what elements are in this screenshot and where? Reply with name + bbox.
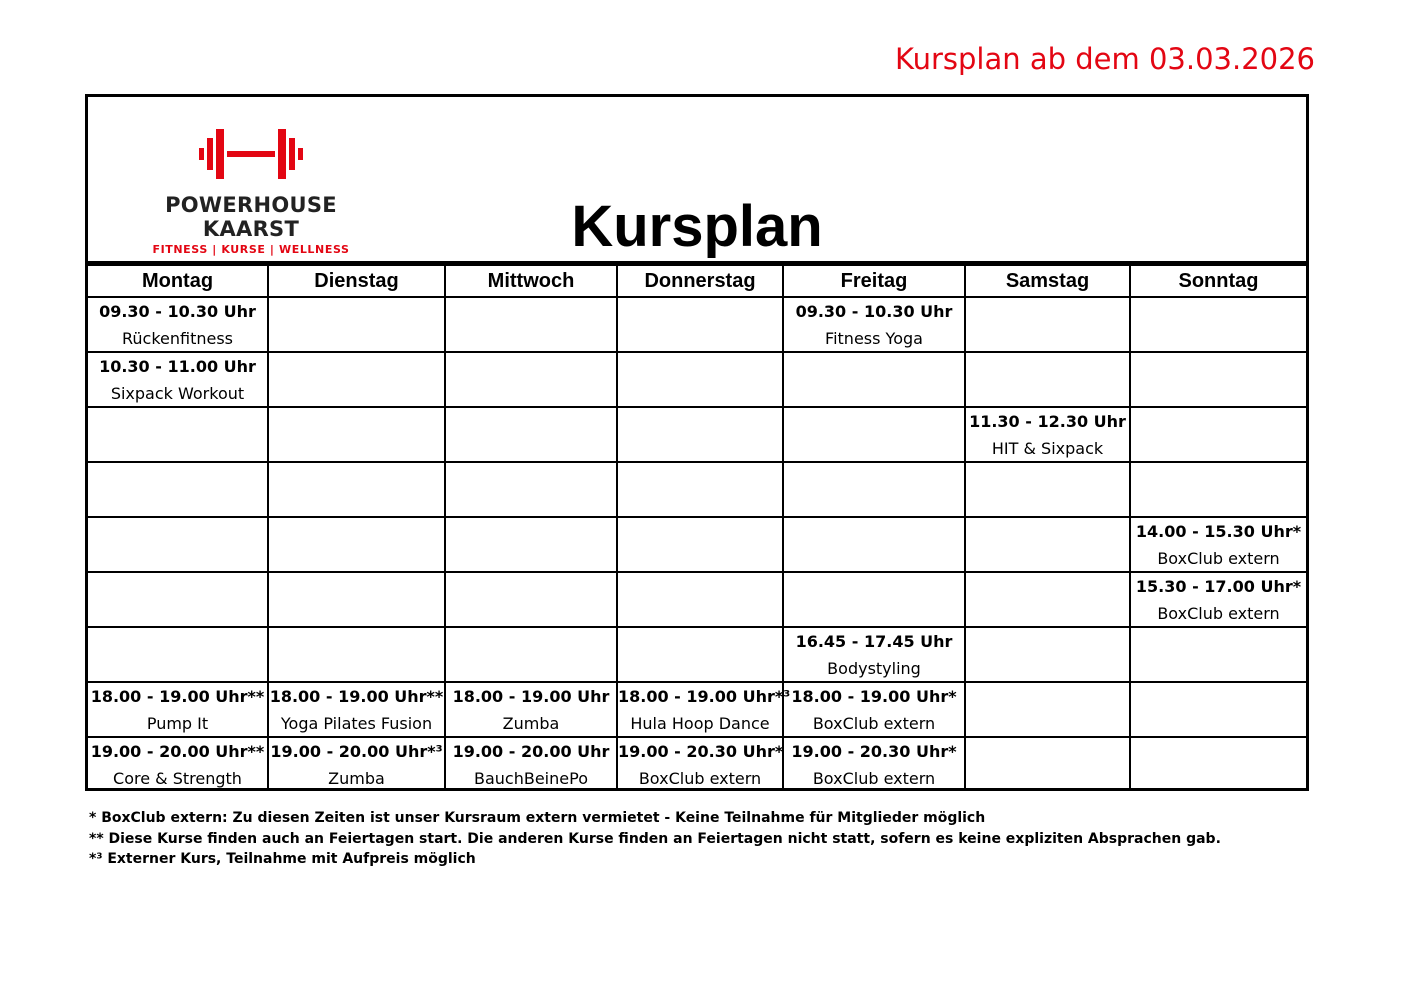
empty-cell [268, 407, 445, 462]
empty-cell [88, 462, 268, 517]
course-time: 14.00 - 15.30 Uhr* [1135, 522, 1302, 541]
course-time: 19.00 - 20.30 Uhr* [618, 742, 784, 761]
empty-cell [965, 462, 1130, 517]
course-cell [88, 682, 268, 737]
course-cell [88, 297, 268, 352]
course-name: Pump It [146, 714, 209, 733]
empty-cell [268, 572, 445, 627]
empty-cell [1130, 737, 1306, 791]
course-time: 18.00 - 19.00 Uhr** [90, 687, 265, 706]
day-header: Montag [88, 265, 268, 297]
table-row [88, 737, 1306, 791]
empty-cell [1130, 627, 1306, 682]
empty-cell [268, 297, 445, 352]
empty-cell [965, 352, 1130, 407]
empty-cell [445, 297, 617, 352]
empty-cell [445, 572, 617, 627]
empty-cell [617, 572, 783, 627]
page-title: Kursplan [571, 194, 823, 259]
day-header: Dienstag [268, 265, 445, 297]
header [88, 97, 1306, 264]
course-cell [617, 682, 791, 737]
course-name: Yoga Pilates Fusion [280, 714, 433, 733]
empty-cell [617, 297, 783, 352]
empty-cell [268, 462, 445, 517]
empty-cell [783, 407, 965, 462]
empty-cell [445, 627, 617, 682]
course-name: Fitness Yoga [825, 329, 923, 348]
course-time: 19.00 - 20.00 Uhr** [90, 742, 265, 761]
course-name: Zumba [328, 769, 385, 788]
course-cell [783, 627, 965, 682]
course-name: BoxClub extern [1157, 604, 1280, 623]
empty-cell [783, 517, 965, 572]
dumbbell-icon [199, 129, 303, 179]
course-time: 10.30 - 11.00 Uhr [99, 357, 256, 376]
empty-cell [617, 627, 783, 682]
footnote: * BoxClub extern: Zu diesen Zeiten ist unser Kursraum extern vermietet - Keine Teilnahme für Mitglieder möglich [89, 810, 986, 826]
course-cell [445, 682, 617, 737]
course-time: 09.30 - 10.30 Uhr [99, 302, 256, 321]
empty-cell [88, 572, 268, 627]
course-cell [268, 682, 445, 737]
empty-cell [268, 517, 445, 572]
schedule-frame [85, 94, 1309, 791]
course-name: Sixpack Workout [110, 384, 245, 403]
empty-cell [965, 297, 1130, 352]
course-name: Hula Hoop Dance [630, 714, 770, 733]
empty-cell [1130, 682, 1306, 737]
course-cell [783, 297, 965, 352]
course-name: BoxClub extern [1157, 549, 1280, 568]
footnotes [89, 808, 1221, 870]
day-header-row [88, 265, 1306, 297]
course-time: 18.00 - 19.00 Uhr [452, 687, 610, 706]
course-cell [88, 737, 268, 791]
course-name: HIT & Sixpack [991, 439, 1104, 458]
empty-cell [445, 517, 617, 572]
empty-cell [965, 682, 1130, 737]
empty-cell [617, 407, 783, 462]
empty-cell [783, 352, 965, 407]
course-time: 18.00 - 19.00 Uhr* [791, 687, 957, 706]
empty-cell [445, 462, 617, 517]
schedule-body [88, 297, 1306, 791]
course-time: 09.30 - 10.30 Uhr [795, 302, 953, 321]
empty-cell [88, 407, 268, 462]
empty-cell [268, 627, 445, 682]
day-header: Sonntag [1130, 265, 1306, 297]
course-time: 18.00 - 19.00 Uhr*³ [618, 687, 791, 706]
table-row [88, 407, 1306, 462]
course-time: 18.00 - 19.00 Uhr** [269, 687, 444, 706]
table-row [88, 517, 1306, 572]
day-header: Mittwoch [445, 265, 617, 297]
subtitle-date: Kursplan ab dem 03.03.2026 [895, 42, 1315, 76]
logo-tagline: FITNESS | KURSE | WELLNESS [152, 243, 350, 256]
empty-cell [965, 572, 1130, 627]
course-name: BoxClub extern [638, 769, 762, 788]
empty-cell [965, 627, 1130, 682]
empty-cell [965, 517, 1130, 572]
empty-cell [617, 352, 783, 407]
course-time: 19.00 - 20.00 Uhr*³ [270, 742, 443, 761]
course-time: 15.30 - 17.00 Uhr* [1135, 577, 1302, 596]
empty-cell [617, 462, 783, 517]
course-cell [268, 737, 445, 791]
course-cell [783, 682, 965, 737]
course-name: BoxClub extern [812, 769, 936, 788]
course-cell [88, 352, 268, 407]
empty-cell [1130, 297, 1306, 352]
course-cell [1130, 572, 1306, 627]
course-name: Bodystyling [827, 659, 921, 678]
course-cell [445, 737, 617, 791]
empty-cell [617, 517, 783, 572]
day-header: Samstag [965, 265, 1130, 297]
table-row [88, 627, 1306, 682]
schedule-table [88, 264, 1306, 791]
footnote: *³ Externer Kurs, Teilnahme mit Aufpreis möglich [89, 851, 476, 867]
empty-cell [1130, 352, 1306, 407]
day-header: Freitag [783, 265, 965, 297]
footnote: ** Diese Kurse finden auch an Feiertagen start. Die anderen Kurse finden an Feiertagen nicht statt, sofern es keine expliziten Absprachen gab. [89, 830, 1221, 847]
table-row [88, 462, 1306, 517]
empty-cell [783, 462, 965, 517]
empty-cell [268, 352, 445, 407]
course-name: Zumba [502, 714, 560, 733]
course-time: 19.00 - 20.30 Uhr* [791, 742, 957, 761]
day-header: Donnerstag [617, 265, 783, 297]
course-name: BoxClub extern [812, 714, 936, 733]
course-cell [783, 737, 965, 791]
empty-cell [88, 627, 268, 682]
table-row [88, 352, 1306, 407]
course-cell [1130, 517, 1306, 572]
empty-cell [1130, 462, 1306, 517]
course-cell [965, 407, 1130, 462]
course-time: 16.45 - 17.45 Uhr [795, 632, 953, 651]
empty-cell [783, 572, 965, 627]
table-row [88, 297, 1306, 352]
table-row [88, 682, 1306, 737]
empty-cell [445, 352, 617, 407]
course-cell [617, 737, 783, 791]
empty-cell [445, 407, 617, 462]
empty-cell [965, 737, 1130, 791]
empty-cell [88, 517, 268, 572]
course-time: 11.30 - 12.30 Uhr [969, 412, 1126, 431]
course-name: BauchBeinePo [474, 769, 588, 788]
course-time: 19.00 - 20.00 Uhr [452, 742, 610, 761]
course-name: Rückenfitness [121, 329, 234, 348]
course-name: Core & Strength [113, 769, 242, 788]
logo-name: POWERHOUSE KAARST [165, 193, 337, 241]
empty-cell [1130, 407, 1306, 462]
table-row [88, 572, 1306, 627]
